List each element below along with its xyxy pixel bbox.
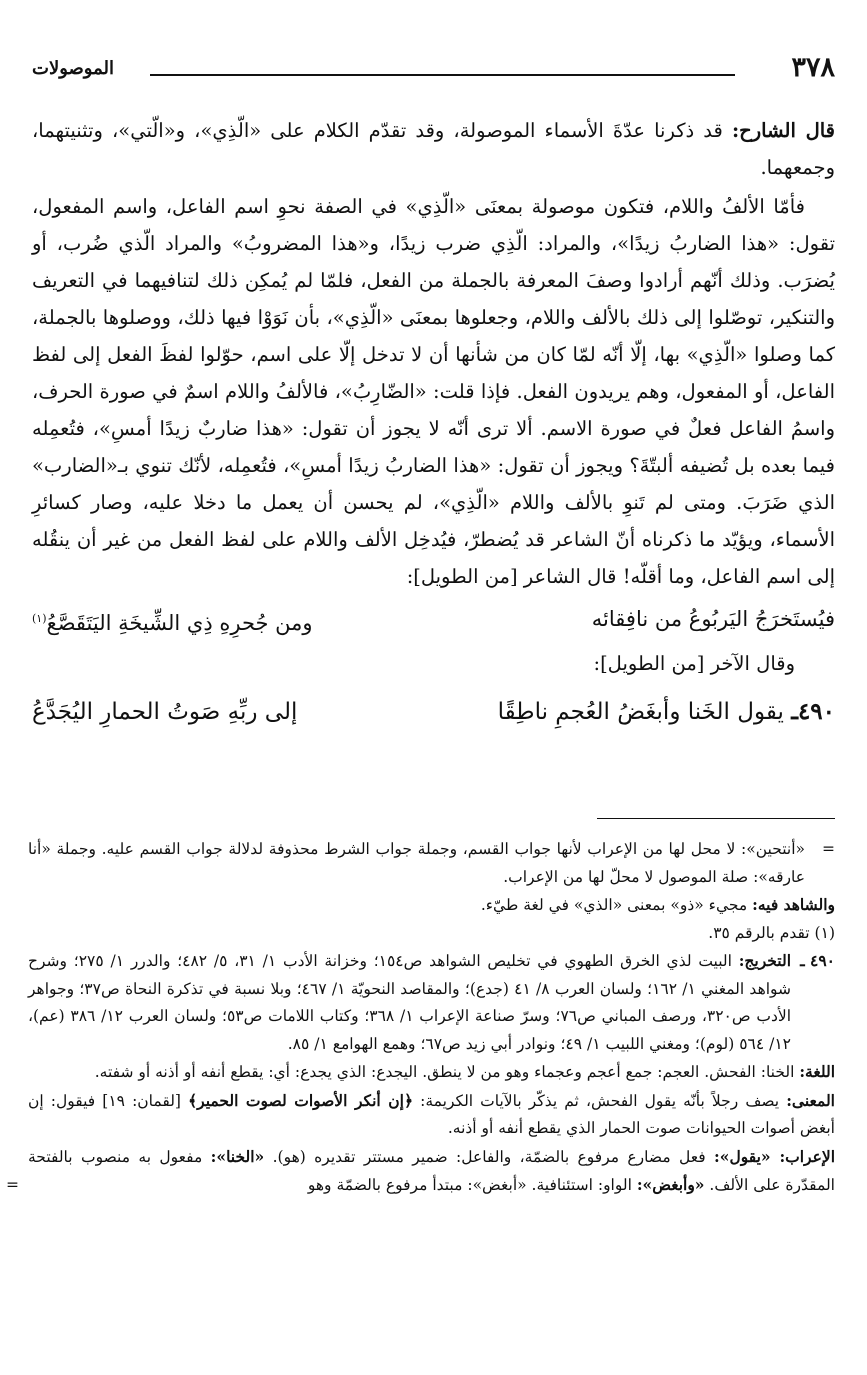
header-rule <box>150 74 735 76</box>
parsing-word-1: «يقول»: <box>714 1146 780 1166</box>
verse-2-first-text: يقول الخَنا وأبغَضُ العُجمِ ناطِقًا <box>497 699 784 725</box>
verse-1-first-hemistich: فيُستَخرَجُ اليَربُوعُ من نافِقائه <box>591 607 835 631</box>
sources-text: البيت لذي الخرق الطهوي في تخليص الشواهد ص١٥٤؛ وخزانة الأدب ١/ ٣١، ٥/ ٤٨٢؛ والدرر ١/ ٢٧٥؛ وشرح شواهد المغني ١/ ١٦٢؛ ولسان العرب ٨/ ٤١ (جدع)؛ والمقاصد النحويّة ١/ ٤٦٧؛ وبلا نسبة في تذكرة النحاة ص٣٧؛ وجواهر الأدب ص٣٢٠، ورصف المباني ص٧٦؛ وسرّ صناعة الإعراب ١/ ٣٦٨؛ وكتاب اللامات ص٥٣؛ ولسان العرب ١٢/ ٣٨٦ (عم)، ١٢/ ٥٦٤ (لوم)؛ ومغني اللبيب ١/ ٤٩؛ ونوادر أبي زيد ص٦٧؛ وهمع الهوامع ١/ ٨٥. <box>28 952 792 1053</box>
footnote-490-number: ٤٩٠ ـ <box>800 951 835 970</box>
commentator-label: قال الشارح: <box>731 119 836 142</box>
page-header <box>32 52 835 88</box>
parsing-text-a: فعل مضارع مرفوع بالضمّة، والفاعل: ضمير مستتر تقديره (هو). <box>264 1147 715 1166</box>
continuation-mark-end: = <box>6 1176 19 1194</box>
paragraph-2: فأمّا الألفُ واللام، فتكون موصولة بمعنَى «الّذِي» في الصفة نحوِ اسم الفاعل، واسم المفعول، تقول: «هذا الضاربُ زيدًا»، والمراد: الّذِي ضرب زيدًا، و«هذا المضروبُ» والمراد الّذي ضُرب، أو يُضرَب. وذلك أنّهم أرادوا وصفَ المعرفة بالجملة من الفعل، فلمّا لم يُمكِن ذلك لتنافيهما في التعريف والتنكير، توصّلوا إلى ذلك بالألف واللام، وجعلوها بمعنَى «الّذِي»، بأن نَوَوْا فيها ذلك، ووصلوها بالجملة، كما وصلوا «الّذِي» بها، إلّا أنّه لمّا كان من شأنها أن لا تدخل إلّا على اسم، حوّلوا لفظَ الفعل إلى لفظ الفاعل، أو المفعول، وهم يريدون الفعل. فإذا قلت: «الضّارِبُ»، فالألفُ واللام اسمٌ في صورة الحرف، واسمُ الفاعل فعلٌ في صورة الاسم. ألا ترى أنّه لا يجوز أن تقول: «هذا ضاربٌ زيدًا أمسِ»، فتُعمِله فيما بعده بل تُضيفه ألبتّةَ؟ ويجوز أن تقول: «هذا الضاربُ زيدًا أمسِ»، فتُعمِله، لأنّك تنوي بـ«الضارب» الذي ضَرَبَ. ومتى لم تَنوِ بالألف واللام «الّذِي»، لم يحسن أن يعمل ما دخلا عليه، وصار كسائرِ الأسماء، ويؤيّد ما ذكرناه أنّ الشاعر قد يُضطرّ، فيُدخِل الألف واللام على لفظ الفعل من غير أن ينقُله إلى اسم الفاعل، وما أقلّه! قال الشاعر [من الطويل]: <box>32 195 835 588</box>
footnote-evidence <box>28 891 835 920</box>
meaning-text-a: يصف رجلاً بأنّه يقول الفحش، ثم يذكّر بالآيات الكريمة: <box>413 1091 787 1110</box>
verse-1-second-text: ومن جُحرِهِ ذِي الشِّيخَةِ اليَتَقَصَّعُ <box>46 611 313 635</box>
page-number: ٣٧٨ <box>791 52 835 83</box>
footnote-490-vocabulary <box>28 1058 835 1087</box>
parsing-word-2: «الخنا»: <box>210 1146 265 1166</box>
parsing-text-c: الواو: استئنافية. «أبغض»: مبتدأ مرفوع بالضمّة وهو <box>307 1176 637 1194</box>
verse-2-first-hemistich <box>498 692 835 732</box>
vocabulary-label: اللغة: <box>799 1062 835 1081</box>
footnote-490-parsing <box>6 1143 836 1200</box>
chapter-title: الموصولات <box>32 58 114 79</box>
parsing-word-3: «وأبغض»: <box>636 1175 705 1194</box>
evidence-label: والشاهد فيه: <box>752 895 835 914</box>
verse-2 <box>32 692 835 732</box>
verse-1 <box>32 599 835 643</box>
footnote-separator <box>597 818 835 819</box>
paragraph-1-text: قد ذكرنا عدّةَ الأسماء الموصولة، وقد تقدّم الكلام على «الّذِي»، و«الّتي»، وتثنيتهما، وجمعهما. <box>32 119 835 179</box>
sources-label: التخريج: <box>738 951 792 970</box>
verse-1-second-hemistich <box>32 599 313 643</box>
main-text <box>32 112 835 732</box>
verse-2-intro: وقال الآخر [من الطويل]: <box>593 652 795 675</box>
verse-number: ٤٩٠ـ <box>791 698 835 725</box>
parsing-label: الإعراب: <box>779 1146 836 1166</box>
footnote-continued <box>28 836 835 891</box>
footnote-490-sources <box>28 947 835 1058</box>
continuation-mark: = <box>822 840 835 858</box>
paragraph-1 <box>32 112 835 186</box>
parsing-text-b: مفعول به منصوب بالفتحة المقدّرة على الألف. <box>28 1147 835 1194</box>
vocabulary-text: الخنا: الفحش. العجم: جمع أعجم وعجماء وهو من لا ينطق. اليجدع: الذي يجدع: أي: يقطع أنفه أو أذنه أو شفته. <box>94 1063 800 1081</box>
footnote-1: (١) تقدم بالرقم ٣٥. <box>708 923 835 942</box>
footnote-continued-text: «أنتحين»: لا محل لها من الإعراب لأنها جواب القسم، وجملة جواب الشرط محذوفة لدلالة جواب القسم عليه. وجملة «أنا عارقه»: صلة الموصول لا محلّ لها من الإعراب. <box>28 840 805 886</box>
footnote-marker: (١) <box>32 612 47 625</box>
footnote-490-meaning <box>28 1087 835 1143</box>
meaning-label: المعنى: <box>786 1090 835 1110</box>
verse-2-second-hemistich: إلى ربِّهِ صَوتُ الحمارِ اليُجَدَّعُ <box>32 699 298 725</box>
quran-quote: ﴿إن أنكر الأصوات لصوت الحمير﴾ <box>188 1090 414 1110</box>
meaning-text-b: [لقمان: ١٩] فيقول: إن أبغض أصوات الحيوانات صوت الحمار الذي يقطع أنفه أو أذنه. <box>28 1091 835 1137</box>
evidence-text: مجيء «ذو» بمعنى «الذي» في لغة طيّء. <box>480 896 753 914</box>
footnotes <box>6 836 836 1200</box>
